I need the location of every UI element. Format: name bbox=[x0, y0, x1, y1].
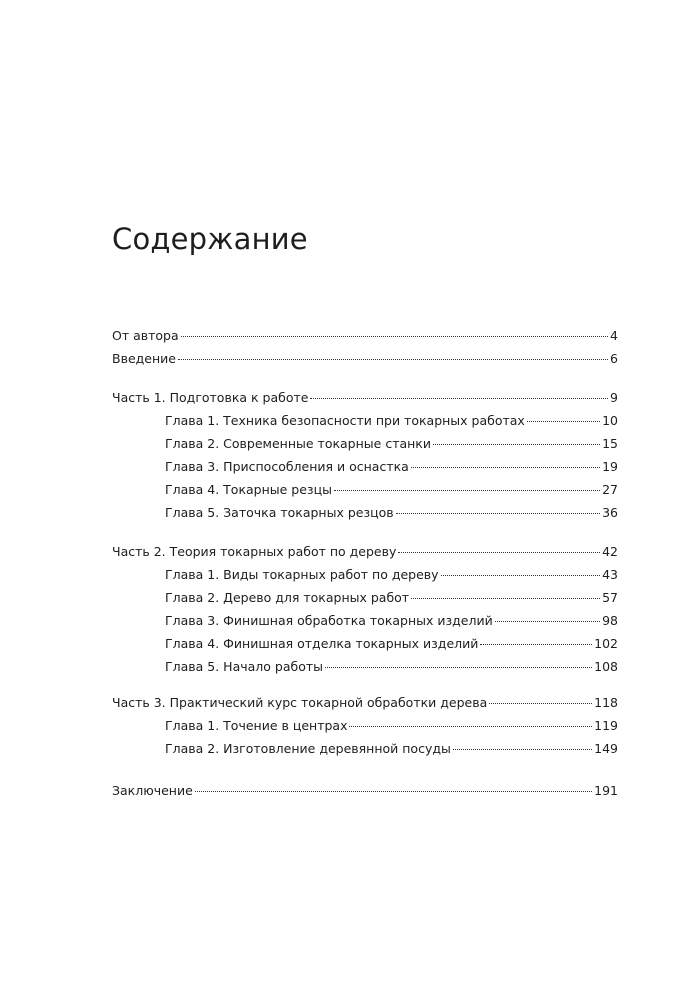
toc-entry-label: Глава 5. Начало работы bbox=[165, 659, 323, 674]
toc-entry-label: От автора bbox=[112, 328, 179, 343]
toc-entry-label: Глава 5. Заточка токарных резцов bbox=[165, 505, 394, 520]
dot-leader bbox=[325, 666, 592, 668]
toc-entry-label: Часть 3. Практический курс токарной обработки дерева bbox=[112, 695, 488, 710]
toc-entry[interactable] bbox=[165, 504, 618, 522]
dot-leader bbox=[396, 512, 600, 514]
dot-leader bbox=[495, 620, 600, 622]
toc-entry-page: 149 bbox=[594, 741, 618, 756]
dot-leader bbox=[411, 597, 600, 599]
toc-entry[interactable] bbox=[165, 481, 618, 499]
toc-entry-page: 118 bbox=[594, 695, 618, 710]
toc-entry[interactable] bbox=[112, 694, 618, 712]
toc-entry[interactable] bbox=[112, 543, 618, 561]
toc-entry-label: Часть 2. Теория токарных работ по дереву bbox=[112, 544, 397, 559]
toc-entry-page: 42 bbox=[602, 544, 618, 559]
toc-entry[interactable] bbox=[112, 327, 618, 345]
toc-entry[interactable] bbox=[165, 612, 618, 630]
dot-leader bbox=[349, 725, 592, 727]
dot-leader bbox=[453, 748, 592, 750]
dot-leader bbox=[489, 702, 592, 704]
toc-entry[interactable] bbox=[165, 566, 618, 584]
toc-entry-page: 108 bbox=[594, 659, 618, 674]
toc-entry-page: 191 bbox=[594, 783, 618, 798]
toc-entry-label: Глава 2. Дерево для токарных работ bbox=[165, 590, 410, 605]
dot-leader bbox=[195, 790, 592, 792]
page-title: Содержание bbox=[112, 222, 308, 256]
dot-leader bbox=[334, 489, 600, 491]
toc-entry-page: 10 bbox=[602, 413, 618, 428]
dot-leader bbox=[178, 358, 608, 360]
dot-leader bbox=[398, 551, 600, 553]
toc-entry-page: 119 bbox=[594, 718, 618, 733]
toc-entry-page: 19 bbox=[602, 459, 618, 474]
toc-entry[interactable] bbox=[165, 458, 618, 476]
toc-entry-page: 27 bbox=[602, 482, 618, 497]
toc-entry-label: Введение bbox=[112, 351, 176, 366]
toc-entry[interactable] bbox=[165, 412, 618, 430]
toc-entry-page: 98 bbox=[602, 613, 618, 628]
toc-entry-page: 4 bbox=[610, 328, 618, 343]
dot-leader bbox=[181, 335, 608, 337]
toc-entry[interactable] bbox=[165, 435, 618, 453]
dot-leader bbox=[527, 420, 600, 422]
toc-entry[interactable] bbox=[112, 389, 618, 407]
toc-entry[interactable] bbox=[165, 635, 618, 653]
toc-entry-page: 9 bbox=[610, 390, 618, 405]
toc-entry[interactable] bbox=[165, 740, 618, 758]
toc-entry-label: Часть 1. Подготовка к работе bbox=[112, 390, 309, 405]
dot-leader bbox=[480, 643, 592, 645]
toc-entry-page: 43 bbox=[602, 567, 618, 582]
toc-entry-page: 57 bbox=[602, 590, 618, 605]
dot-leader bbox=[310, 397, 608, 399]
toc-entry[interactable] bbox=[165, 658, 618, 676]
toc-entry-page: 36 bbox=[602, 505, 618, 520]
toc-entry[interactable] bbox=[112, 782, 618, 800]
toc-entry-label: Глава 1. Точение в центрах bbox=[165, 718, 348, 733]
toc-entry[interactable] bbox=[165, 717, 618, 735]
toc-entry[interactable] bbox=[112, 350, 618, 368]
toc-entry-label: Глава 3. Финишная обработка токарных изделий bbox=[165, 613, 493, 628]
toc-entry-label: Глава 2. Изготовление деревянной посуды bbox=[165, 741, 451, 756]
dot-leader bbox=[441, 574, 601, 576]
toc-entry-label: Глава 4. Токарные резцы bbox=[165, 482, 332, 497]
toc-entry-label: Глава 2. Современные токарные станки bbox=[165, 436, 431, 451]
toc-entry-page: 15 bbox=[602, 436, 618, 451]
toc-entry-label: Заключение bbox=[112, 783, 193, 798]
dot-leader bbox=[433, 443, 600, 445]
dot-leader bbox=[411, 466, 600, 468]
toc-entry-label: Глава 4. Финишная отделка токарных изделий bbox=[165, 636, 479, 651]
toc-entry-label: Глава 1. Техника безопасности при токарных работах bbox=[165, 413, 525, 428]
toc-entry-label: Глава 3. Приспособления и оснастка bbox=[165, 459, 409, 474]
toc-entry-page: 102 bbox=[594, 636, 618, 651]
toc-entry-label: Глава 1. Виды токарных работ по дереву bbox=[165, 567, 439, 582]
toc-entry-page: 6 bbox=[610, 351, 618, 366]
toc-entry[interactable] bbox=[165, 589, 618, 607]
